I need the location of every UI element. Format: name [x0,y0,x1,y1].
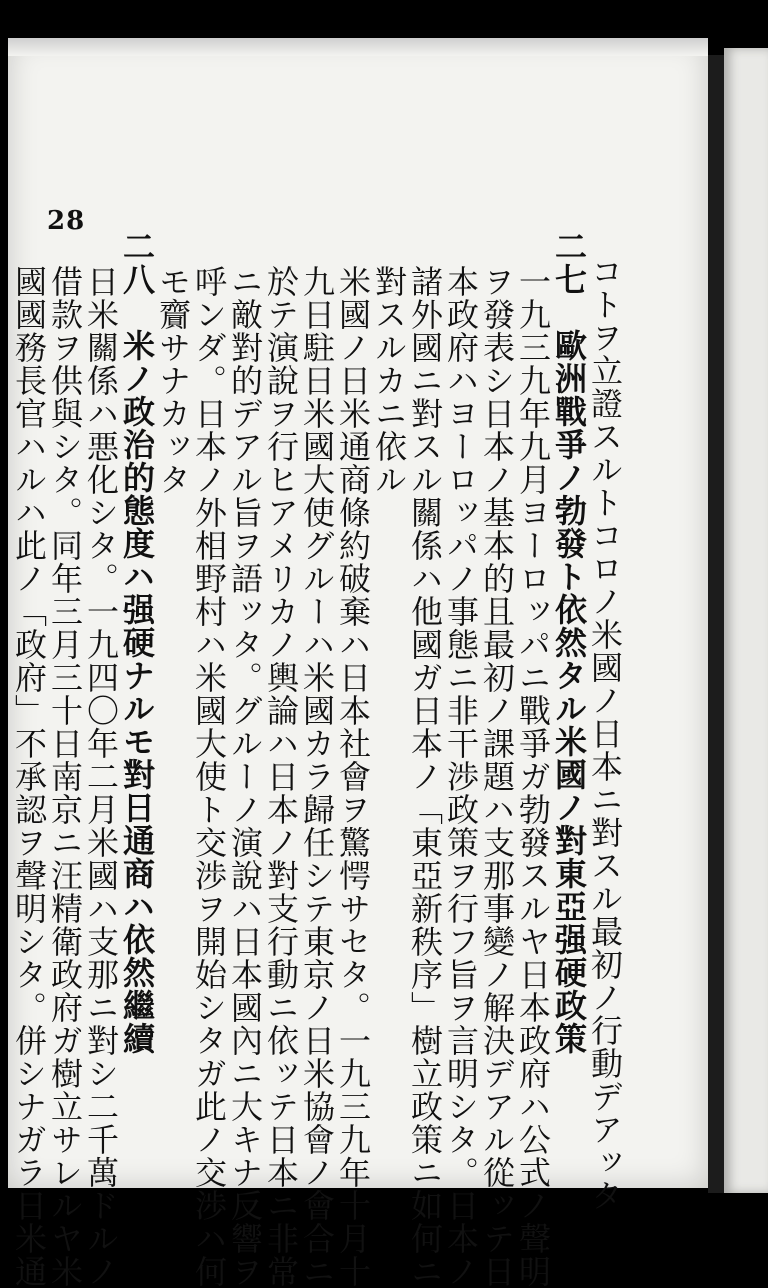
text-column-9: 九日駐日米國大使グルーハ米國カラ歸任シテ東京ノ日米協會ノ會合ニ [298,265,336,1288]
text-column-15: 日米關係ハ悪化シタ。一九四〇年二月米國ハ支那ニ對シ二千萬ドルノ [82,265,120,1288]
text-column-11: ニ敵對的デアル旨ヲ語ッタ。グルーノ演說ハ日本國內ニ大キナ反響ヲ [226,265,264,1288]
section-heading-27: 二七 歐洲戰爭ノ勃發ト依然タル米國ノ對東亞强硬政策 [550,230,588,1055]
text-column-13: モ齎サナカッタ [154,265,192,496]
text-column-8: 米國ノ日米通商條約破棄ハ日本社會ヲ驚愕サセタ。一九三九年十月十 [334,265,372,1288]
text-column-3: 一九三九年九月ヨーロッパニ戰爭ガ勃發スルヤ日本政府ハ公式ノ聲明 [514,265,552,1288]
section-heading-28: 二八 米ノ政治的態度ハ强硬ナルモ對日通商ハ依然繼續 [118,230,156,1055]
book-spine [708,55,724,1193]
text-column-10: 於テ演說ヲ行ヒアメリカノ輿論ハ日本ノ對支行動ニ依ッテ日本ニ非常 [262,265,300,1288]
adjacent-page-edge [724,48,768,1193]
text-column-5: 本政府ハヨーロッパノ事態ニ非干渉政策ヲ行フ旨ヲ言明シタ。日本ノ [442,265,480,1288]
text-column-16: 借款ヲ供與シタ。同年三月三十日南京ニ汪精衛政府ガ樹立サレルヤ米 [46,265,84,1288]
text-column-6: 諸外國ニ對スル關係ハ他國ガ日本ノ「東亞新秩序」樹立政策ニ如何ニ [406,265,444,1288]
text-column-17: 國國務長官ハルハ此ノ「政府」不承認ヲ聲明シタ。併シナガラ日米通 [10,265,48,1288]
text-column-1: コトヲ立證スルトコロノ米國ノ日本ニ對スル最初ノ行動デアッタ [586,255,624,1212]
text-column-12: 呼ンダ。日本ノ外相野村ハ米國大使ト交渉ヲ開始シタガ此ノ交渉ハ何 [190,265,228,1288]
page-number: 28 [47,206,86,236]
text-column-4: ヲ發表シ日本ノ基本的且最初ノ課題ハ支那事變ノ解決デアル從ッテ日 [478,265,516,1288]
text-column-7: 對スルカニ依ル [370,265,408,496]
